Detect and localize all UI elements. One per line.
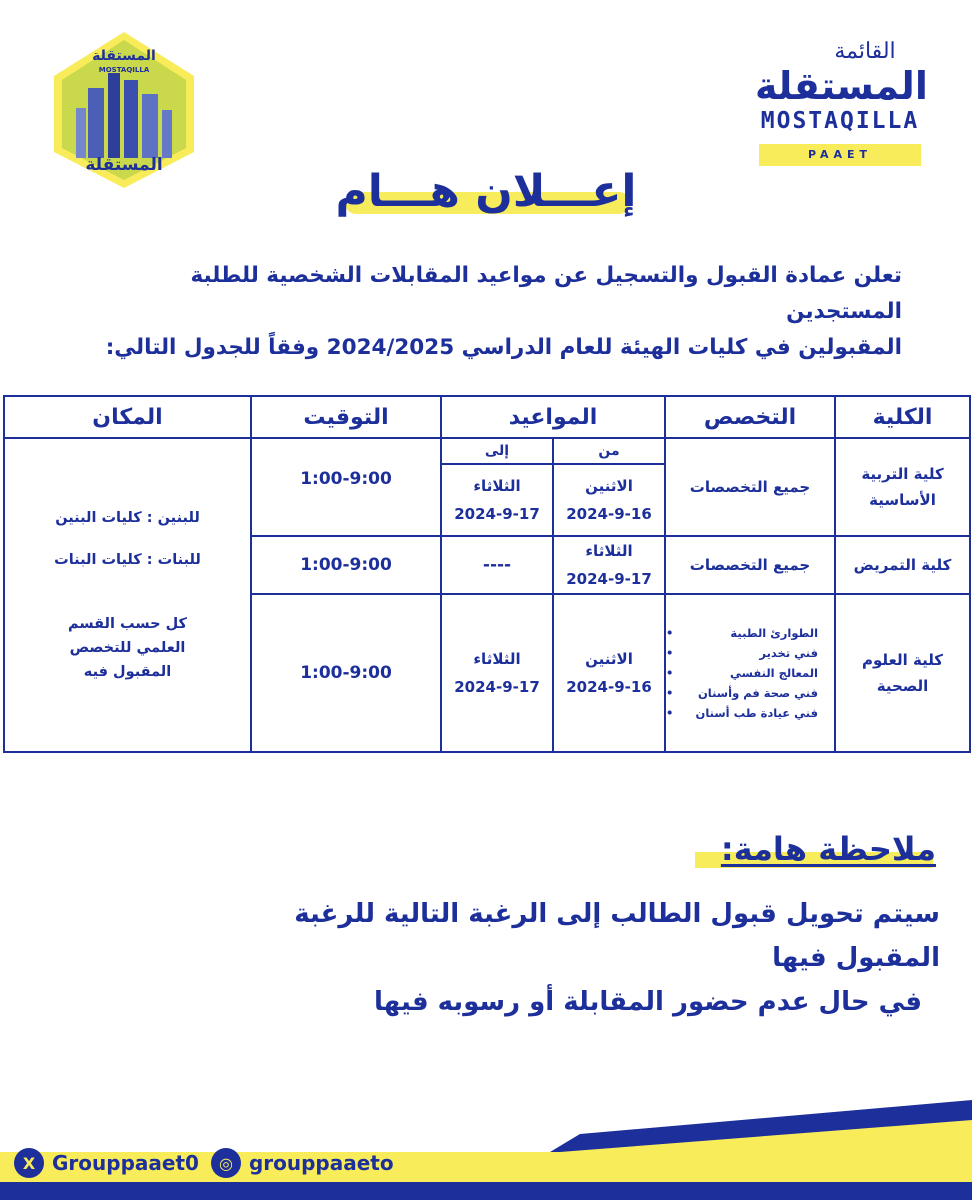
- list-item: فني تخدير •: [666, 643, 818, 663]
- header-college: الكلية: [835, 396, 970, 438]
- brand-name-ar: المستقلة: [755, 64, 928, 108]
- row1-time: 1:00-9:00: [251, 438, 441, 536]
- row3-from-day: الاثنين: [585, 650, 633, 668]
- place-cell: [4, 438, 251, 752]
- note-text: [200, 892, 940, 1024]
- poster-logo: [50, 28, 198, 190]
- row2-from: [553, 536, 665, 594]
- brand-tag: PAAET: [759, 144, 921, 166]
- row3-to: [441, 594, 553, 752]
- brand-name-en: MOSTAQILLA: [760, 108, 920, 134]
- instagram-icon[interactable]: ◎: [211, 1148, 241, 1178]
- place-girls: للبنات : كليات البنات: [54, 552, 201, 568]
- page-title: إعـــلان هـــام: [335, 166, 637, 217]
- row1-from: [553, 464, 665, 536]
- row1-to: [441, 464, 553, 536]
- row2-specialty: جميع التخصصات: [665, 536, 835, 594]
- brand-list-label: القائمة: [834, 39, 896, 64]
- x-icon[interactable]: X: [14, 1148, 44, 1178]
- table-row: [4, 438, 970, 464]
- place-dept: كل حسب القسم العلمي للتخصص المقبول فيه: [67, 616, 187, 680]
- row3-from: [553, 594, 665, 752]
- row1-college: كلية التربية الأساسية: [835, 438, 970, 536]
- place-boys: للبنين : كليات البنين: [55, 510, 200, 526]
- row3-from-date: 2024-9-16: [566, 678, 652, 696]
- row3-college: كلية العلوم الصحية: [835, 594, 970, 752]
- list-item: فني عيادة طب أسنان •: [666, 703, 818, 723]
- row2-to: ----: [441, 536, 553, 594]
- note-title: ملاحظة هامة:: [720, 830, 936, 868]
- row3-to-day: الثلاثاء: [473, 650, 521, 668]
- header-dates: المواعيد: [441, 396, 665, 438]
- row2-college: كلية التمريض: [835, 536, 970, 594]
- note-line-1: سيتم تحويل قبول الطالب إلى الرغبة التالية للرغبة المقبول فيها: [294, 899, 940, 973]
- list-item: الطوارئ الطبية •: [666, 623, 818, 643]
- social-links: [14, 1147, 394, 1179]
- header-timing: التوقيت: [251, 396, 441, 438]
- row1-specialty: جميع التخصصات: [665, 438, 835, 536]
- instagram-handle[interactable]: grouppaaeto: [248, 1151, 394, 1175]
- row1-to-day: الثلاثاء: [473, 477, 521, 495]
- row1-to-date: 2024-9-17: [454, 505, 540, 523]
- row1-from-date: 2024-9-16: [566, 505, 652, 523]
- header-place: المكان: [4, 396, 251, 438]
- brand-logo: [755, 39, 928, 166]
- table-header-row: [4, 396, 970, 438]
- row2-time: 1:00-9:00: [251, 536, 441, 594]
- row3-specialties: [665, 594, 835, 752]
- schedule-table: [3, 395, 971, 753]
- row3-to-date: 2024-9-17: [454, 678, 540, 696]
- poster-title-bottom: المستقلة: [85, 155, 163, 175]
- row2-from-day: الثلاثاء: [585, 542, 633, 560]
- intro-line-2: المقبولين في كليات الهيئة للعام الدراسي 2024/2025 وفقاً للجدول التالي:: [105, 335, 902, 360]
- row2-from-date: 2024-9-17: [566, 570, 652, 588]
- subheader-from: من: [553, 438, 665, 464]
- note-line-2: في حال عدم حضور المقابلة أو رسوبه فيها: [374, 987, 922, 1017]
- intro-line-1: تعلن عمادة القبول والتسجيل عن مواعيد المقابلات الشخصية للطلبة المستجدين: [190, 263, 902, 324]
- subheader-to: إلى: [441, 438, 553, 464]
- list-item: المعالج النفسي •: [666, 663, 818, 683]
- row3-time: 1:00-9:00: [251, 594, 441, 752]
- header-specialty: التخصص: [665, 396, 835, 438]
- poster-title-top: المستقلة: [92, 48, 156, 64]
- poster-subtitle: MOSTAQILLA: [98, 66, 150, 74]
- footer-band: [0, 1090, 972, 1200]
- x-handle[interactable]: Grouppaaet0: [52, 1151, 199, 1175]
- intro-text: [90, 258, 902, 366]
- row1-from-day: الاثنين: [585, 477, 633, 495]
- list-item: فني صحة فم وأسنان •: [666, 683, 818, 703]
- specialty-list: [666, 623, 834, 723]
